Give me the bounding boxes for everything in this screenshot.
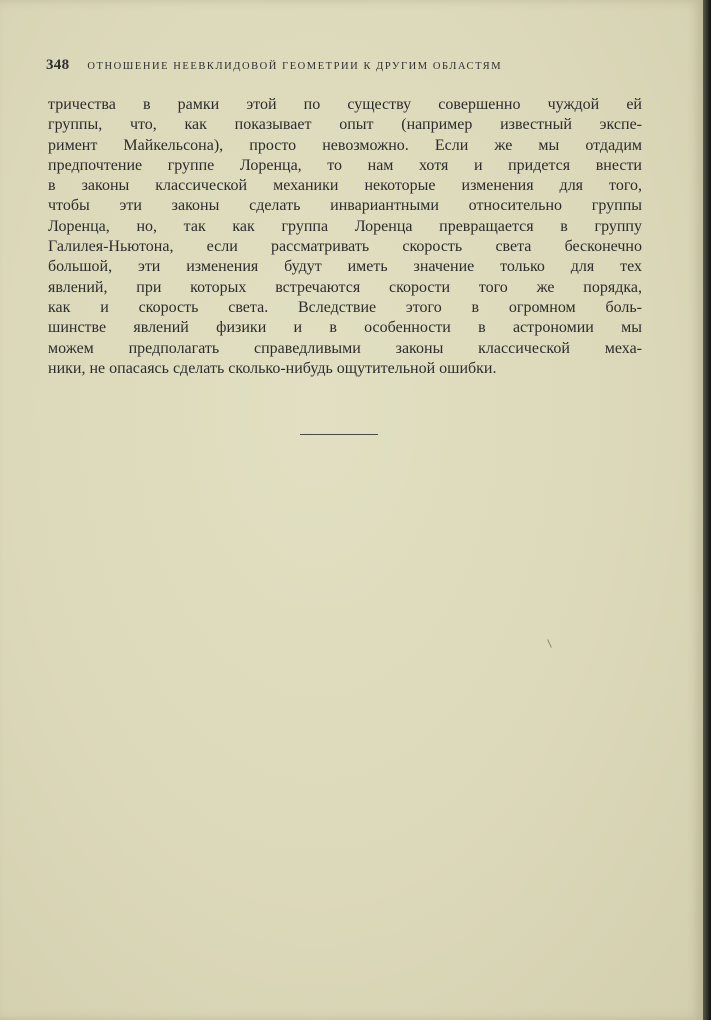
- text-line: в законы классической механики некоторые изменения для того,: [48, 177, 642, 195]
- paper-blemish: [547, 639, 552, 648]
- page-edge-shadow: [703, 0, 711, 1020]
- text-line: группы, что, как показывает опыт (например известный экспе-: [48, 116, 642, 134]
- text-line: чтобы эти законы сделать инвариантными относительно группы: [48, 197, 642, 215]
- text-line: Лоренца, но, так как группа Лоренца превращается в группу: [48, 217, 642, 235]
- text-line: римент Майкельсона), просто невозможно. Если же мы отдадим: [48, 136, 642, 154]
- text-line: можем предполагать справедливыми законы классической меха-: [48, 339, 642, 357]
- text-line: явлений, при которых встречаются скорости того же порядка,: [48, 278, 642, 296]
- text-line: предпочтение группе Лоренца, то нам хотя и придется внести: [48, 156, 642, 174]
- body-paragraph: [48, 95, 642, 379]
- section-end-rule: [300, 434, 378, 435]
- page-number: 348: [46, 57, 70, 73]
- running-title: ОТНОШЕНИЕ НЕЕВКЛИДОВОЙ ГЕОМЕТРИИ К ДРУГИМ ОБЛАСТЯМ: [87, 61, 503, 72]
- text-line: шинстве явлений физики и в особенности в астрономии мы: [48, 319, 642, 337]
- text-line: как и скорость света. Вследствие этого в огромном боль-: [48, 298, 642, 316]
- text-line-last: ники, не опасаясь сделать сколько-нибудь ощутительной ошибки.: [48, 359, 497, 377]
- text-line: большой, эти изменения будут иметь значение только для тех: [48, 258, 642, 276]
- text-line: тричества в рамки этой по существу совершенно чуждой ей: [48, 96, 642, 113]
- running-head: [46, 56, 646, 76]
- text-line: Галилея-Ньютона, если рассматривать скорость света бесконечно: [48, 238, 642, 256]
